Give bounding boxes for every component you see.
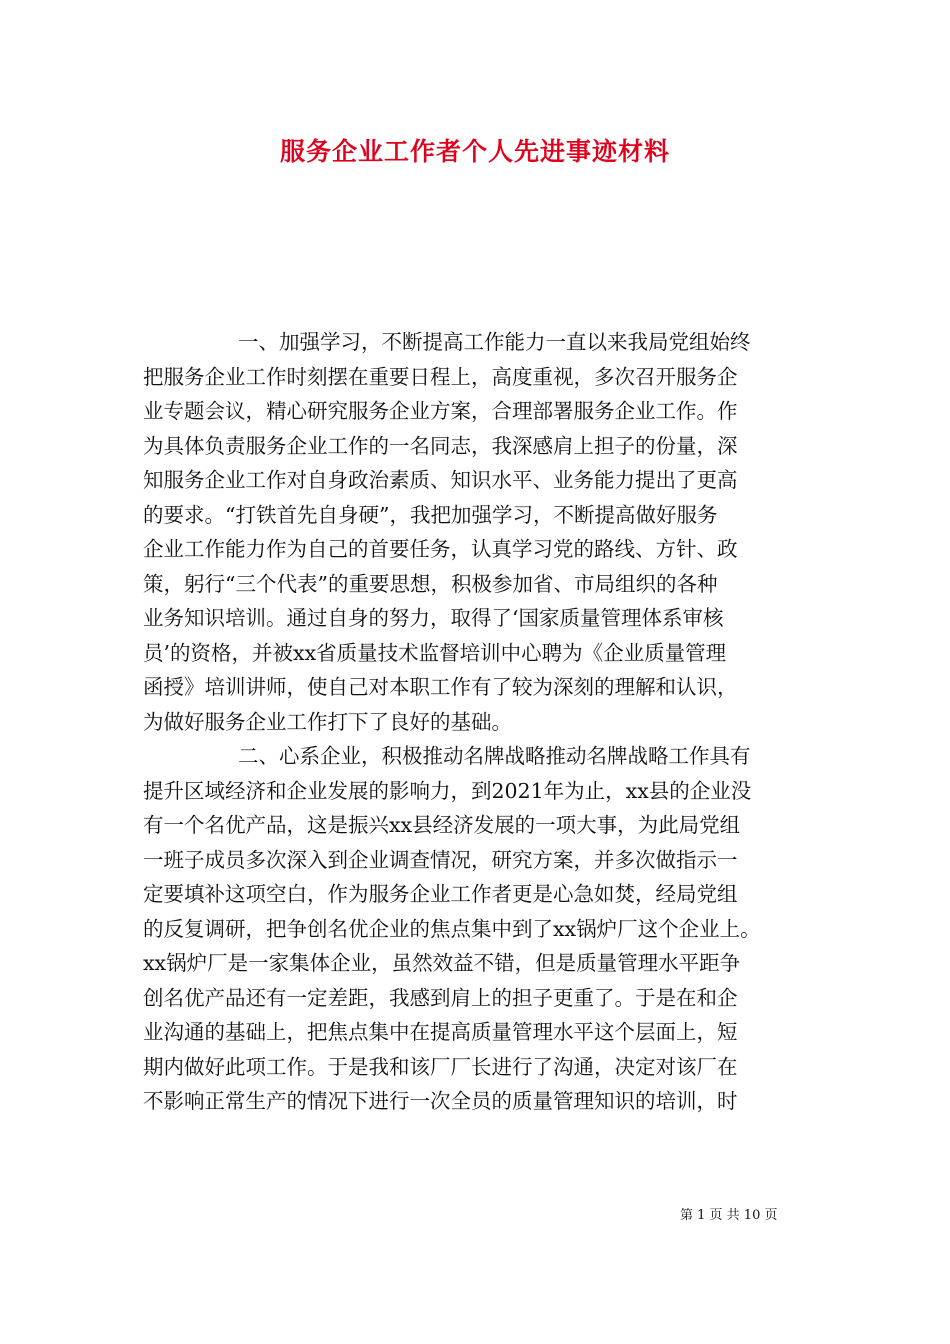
paragraph-1 (143, 325, 823, 739)
paragraph-line: 策，躬行“三个代表”的重要思想，积极参加省、市局组织的各种 (143, 571, 718, 596)
paragraph-line: xx锅炉厂是一家集体企业，虽然效益不错，但是质量管理水平距争 (143, 951, 741, 975)
paragraph-line: 不影响正常生产的情况下进行一次全员的质量管理知识的培训，时 (143, 1089, 738, 1113)
paragraph-line: 二、心系企业，积极推动名牌战略推动名牌战略工作具有 (238, 744, 751, 768)
document-body (143, 325, 823, 1119)
paragraph-line: 企业工作能力作为自己的首要任务，认真学习党的路线、方针、政 (143, 537, 738, 561)
page-number-footer: 第 1 页 共 10 页 (680, 1208, 778, 1223)
paragraph-line: 员’的资格，并被xx省质量技术监督培训中心聘为《企业质量管理 (143, 640, 727, 665)
paragraph-line: 业务知识培训。通过自身的努力，取得了‘国家质量管理体系审核 (143, 606, 724, 630)
paragraph-line: 为具体负责服务企业工作的一名同志，我深感肩上担子的份量，深 (143, 433, 738, 458)
paragraph-line: 为做好服务企业工作打下了良好的基础。 (143, 709, 512, 734)
paragraph-line: 一班子成员多次深入到企业调查情况，研究方案，并多次做指示一 (143, 847, 738, 872)
paragraph-line: 的要求。“打铁首先自身硬”，我把加强学习，不断提高做好服务 (143, 502, 718, 527)
paragraph-2 (143, 739, 823, 1119)
paragraph-line: 提升区域经济和企业发展的影响力，到2021年为止，xx县的企业没 (143, 778, 752, 803)
paragraph-line: 期内做好此项工作。于是我和该厂厂长进行了沟通，决定对该厂在 (143, 1054, 738, 1079)
paragraph-line: 业沟通的基础上，把焦点集中在提高质量管理水平这个层面上，短 (143, 1020, 738, 1044)
paragraph-line: 定要填补这项空白，作为服务企业工作者更是心急如焚，经局党组 (143, 882, 738, 906)
paragraph-line: 知服务企业工作对自身政治素质、知识水平、业务能力提出了更高 (143, 468, 738, 492)
paragraph-line: 的反复调研，把争创名优企业的焦点集中到了xx锅炉厂这个企业上。 (143, 916, 761, 941)
paragraph-line: 函授》培训讲师，使自己对本职工作有了较为深刻的理解和认识， (143, 675, 738, 699)
paragraph-line: 创名优产品还有一定差距，我感到肩上的担子更重了。于是在和企 (143, 985, 738, 1010)
paragraph-line: 业专题会议，精心研究服务企业方案，合理部署服务企业工作。作 (143, 399, 738, 423)
paragraph-line: 把服务企业工作时刻摆在重要日程上，高度重视，多次召开服务企 (143, 364, 738, 389)
paragraph-line: 一、加强学习，不断提高工作能力一直以来我局党组始终 (238, 330, 751, 354)
paragraph-line: 有一个名优产品，这是振兴xx县经济发展的一项大事，为此局党组 (143, 813, 741, 837)
page-title: 服务企业工作者个人先进事迹材料 (279, 137, 670, 166)
